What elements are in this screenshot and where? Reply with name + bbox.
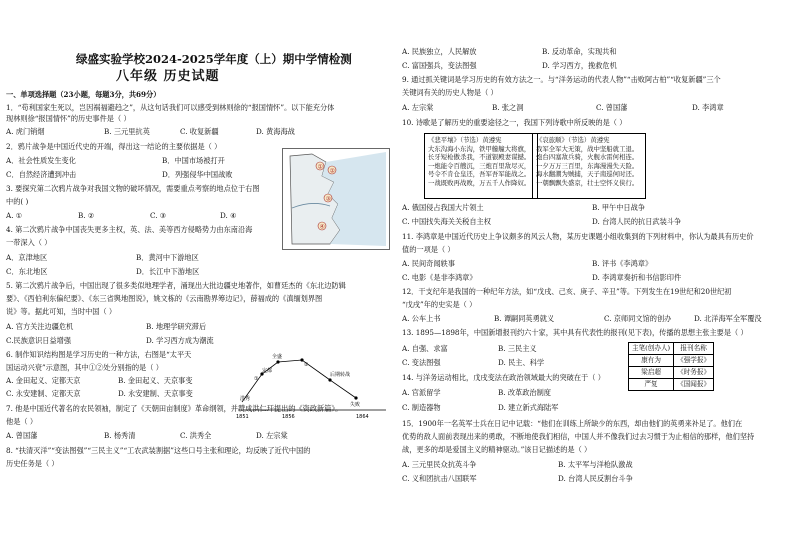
question-text-line: D. 北洋海军全军覆没 [694, 314, 762, 323]
table-cell: 严复 [629, 379, 674, 391]
question-text-line: D. 台湾人民反割台斗争 [558, 474, 633, 483]
question-text-line: C. 富国强兵，变法图强 [402, 61, 477, 70]
question-text-line: 11. 李鸿章是中国近代历史上争议颇多的风云人物，某历史课题小组收集到的下列材料中，你认为最具有历史价 [402, 232, 754, 241]
question-text-line: A. 虎门销烟 [6, 127, 45, 136]
poem-2-line: 炮台四塞敌兵骑，火舰水雷何相连。 [536, 153, 639, 162]
question-text-line: C. 变法图强 [402, 358, 441, 367]
question-text-line: “戊戌”年的史实是（ ） [402, 300, 477, 309]
poem-2-line: 我军全军大无策，战中坚船就工退。 [536, 145, 639, 153]
question-text-line: B. 改革政治制度 [498, 388, 551, 397]
question-text-line: C. 曾国藩 [596, 103, 628, 112]
year-1864: 1864 [356, 414, 369, 420]
question-text-line: 1．“苟利国家生死以，岂因祸福避趋之”，从这句话我们可以感受到林则徐的“报国情怀”。以下能充分体 [6, 103, 335, 112]
poem-1-heading: 《悲平壤》（节选）黄遵宪 [428, 136, 502, 144]
poem-2-heading: 《哀旅顺》（节选）黄遵宪 [536, 136, 610, 144]
question-text-line: 战，更多的却是爱国主义的精神驱动。”该日记描述的是（ ） [402, 445, 592, 454]
question-text-line: A．京津地区 [6, 253, 48, 262]
question-text-line: A. 民族独立，人民解放 [402, 47, 477, 56]
question-text-line: D. 左宗棠 [256, 431, 288, 440]
question-text-line: A. 官方关注边疆危机 [6, 322, 74, 331]
label-point-2: ② [304, 362, 309, 368]
taiping-chart [232, 352, 392, 420]
table-header: 主笔(创办人) [629, 343, 674, 355]
question-text-line: 15．1900年一名英军士兵在日记中记载：“他们在训练上所缺少的东西，却由他们的英勇来补足了。他们在 [402, 419, 743, 428]
table-cell: 《国闻报》 [674, 379, 714, 391]
question-text-line: B. 甲午中日战争 [592, 203, 645, 212]
question-text-line: D. 建立新式海陆军 [498, 403, 559, 412]
question-text-line: 4. 第二次鸦片战争中国丧失更多主权，英、法、美等西方侵略势力由东南沿海 [6, 225, 253, 234]
table-row [629, 379, 714, 391]
newspaper-table [628, 342, 714, 391]
table-row [629, 367, 714, 379]
table-cell: 梁启超 [629, 367, 674, 379]
question-text-line: 13. 1895—1898年，中国新增报刊约六十家，其中具有代表性的报刊(见下表)，传播的思想主张主要是（ ） [402, 328, 748, 337]
question-text-line: 要》、《西伯利东偏纪要》、《东三省舆地图说》，姚文栋的《云南勘界筹边记》，薛福成的《滇缅划界图 [6, 294, 323, 303]
question-text-line: A．社会性质发生变化 [6, 156, 76, 165]
question-text-line: B．中国市场被打开 [162, 156, 225, 165]
poem-1-line: 长牙短枪傲杀我，不道银殿妻谋撼。 [428, 153, 531, 162]
poem-2-line: 海水翻潮为贼捕，天子南巡何时还。 [536, 170, 639, 179]
poem-1-line: 一炮能令百艘沉，三炮百里敌尽灭， [428, 161, 531, 170]
map-marker-2: ② [329, 167, 335, 175]
year-1851: 1851 [236, 414, 249, 420]
label-point-1: ① [254, 376, 259, 382]
question-text-line: D．列强侵华中国战败 [162, 170, 233, 179]
year-1856: 1856 [282, 414, 295, 420]
question-text-line: 关键词有关的历史人物是（ ） [402, 88, 498, 97]
question-text-line: C. 义和团抗击八国联军 [402, 474, 477, 483]
question-text-line: A. 三元里民众抗英斗争 [402, 460, 477, 469]
question-text-line: B. 张之洞 [492, 103, 524, 112]
question-text-line: D. 李鸿章 [692, 103, 724, 112]
table-cell: 《时务报》 [674, 367, 714, 379]
label-mid: 定都 [262, 368, 273, 374]
question-text-line: 他是（ ） [6, 417, 38, 426]
question-text-line: 3. 要探究第二次鸦片战争对我国文物的破坏情况，需要重点考察的地点位于右图 [6, 184, 260, 193]
question-text-line: B. 杨秀清 [104, 431, 136, 440]
poem-1-line: 大东沟海小东沟，铁甲艨艟大将旗， [428, 145, 531, 153]
question-text-line: 说》等。据此可知，当时中国（ ） [6, 307, 117, 316]
question-text-line: C. 电影《是非李鸿章》 [402, 273, 477, 282]
question-text-line: 历史任务是（ ） [6, 459, 59, 468]
question-text-line: A. ① [6, 211, 23, 220]
question-text-line: 6. 制作知识结构图是学习历史的一种方法，右图是“太平天 [6, 350, 192, 359]
question-text-line: D. 民主、科学 [498, 358, 545, 367]
question-text-line: 7. 他是中国近代著名的农民领袖，制定了《天朝田亩制度》革命纲领，并赞成洪仁玕提出的《资政新篇》。 [6, 404, 343, 413]
label-fail: 失败 [350, 402, 361, 408]
section-heading: 一、单项选择题（23小题，每题3分，共69分） [6, 90, 161, 99]
label-start: 洪秀 [240, 396, 251, 402]
table-row [629, 355, 714, 367]
question-text-line: 5. 第二次鸦片战争后，中国出现了很多类似地理学者，涌现出大批边疆史地著作，如曹廷杰的《东北边防辑 [6, 281, 346, 290]
question-text-line: D. 黄海海战 [256, 127, 295, 136]
question-text-line: B. 三民主义 [498, 344, 537, 353]
question-text-line: D. 学习西方成为潮流 [146, 336, 214, 345]
question-text-line: C. 制造器物 [402, 403, 441, 412]
question-text-line: 10. 诗歌是了解历史的重要途径之一，我国下列诗歌中所反映的是（ ） [402, 118, 627, 127]
question-text-line: B. 评书《李鸿章》 [592, 259, 653, 268]
question-text-line: B. 地理学研究滞后 [146, 322, 207, 331]
coastal-map-figure [282, 148, 390, 250]
question-text-line: 国运动兴衰”示意图，其中①②处分别指的是（ ） [6, 363, 163, 372]
question-text-line: B．黄河中下游地区 [136, 253, 199, 262]
exam-subtitle: 八年级 历史试题 [116, 69, 220, 84]
question-text-line: C. 收复新疆 [180, 127, 219, 136]
question-text-line: 12．干支纪年是我国的一种纪年方法，如“戊戌、己亥、庚子、辛丑”等。下列发生在19世纪和20世纪初 [402, 287, 732, 296]
question-text-line: A. 公车上书 [402, 314, 441, 323]
question-text-line: 中的( ) [6, 197, 29, 206]
question-text-line: 8. “扶清灭洋”“变法图强”“三民主义”“工农武装割据”这些口号主张和理论，均反映了近代中国的 [6, 446, 311, 455]
question-text-line: C．东北地区 [6, 267, 48, 276]
question-text-line: B. 三元里抗英 [104, 127, 150, 136]
question-text-line: D. 台湾人民的抗日武装斗争 [592, 217, 682, 226]
map-marker-4: ④ [319, 223, 325, 231]
question-text-line: 现林则徐“报国情怀”的历史事件是（ ） [6, 114, 131, 123]
question-text-line: 值的一项是（ ） [402, 245, 455, 254]
poem-1-line: 号令不肯仓皇还，吾军吾军能战之。 [428, 170, 531, 179]
question-text-line: D. ④ [220, 211, 237, 220]
table-header-row [629, 343, 714, 355]
question-text-line: 优势的敌人面前表现出来的勇敢，不断地使我们相信，中国人并不像我们过去习惯于为止相信的那样，他们坚持 [402, 432, 755, 441]
question-text-line: A. 民间奇闻轶事 [402, 259, 455, 268]
label-late: 后期转战 [330, 372, 351, 378]
trend-line [242, 360, 356, 402]
school-title: 绿盛实验学校2024-2025学年度（上）期中学情检测 [76, 52, 352, 66]
question-text-line: C. 京师同文馆的创办 [604, 314, 672, 323]
question-text-line: A. 俄国侵占我国大片领土 [402, 203, 484, 212]
question-text-line: C. 中国找失海关关税自主权 [402, 217, 491, 226]
poem-2-line: 一朝飘飘失盛京，壮士空怀义侠行。 [536, 178, 639, 187]
poem-box-1 [424, 133, 538, 199]
question-text-line: 14. 与洋务运动相比，戊戌变法在政治领域最大的突破在于（ ） [402, 373, 605, 382]
question-text-line: D. 学习西方，挽救危机 [542, 61, 617, 70]
question-text-line: B. 金田起义、天京事变 [118, 376, 193, 385]
question-text-line: 2．鸦片战争是中国近代史的开端，得出这一结论的主要依据是（ ） [6, 142, 222, 151]
question-text-line: B. ② [78, 211, 95, 220]
question-text-line: B. 太平军与洋枪队激战 [558, 460, 633, 469]
question-text-line: C. 洪秀全 [180, 431, 212, 440]
question-text-line: A. 曾国藩 [6, 431, 38, 440]
poem-box-2 [532, 133, 646, 199]
question-text-line: C. ③ [150, 211, 167, 220]
question-text-line: A. 左宗棠 [402, 103, 434, 112]
poem-1-line: 一战既败再战败，万五千人作降奴。 [428, 178, 531, 187]
table-cell: 《强学报》 [674, 355, 714, 367]
question-text-line: A. 官派留学 [402, 388, 441, 397]
question-text-line: C. 永安建制、定都天京 [6, 389, 81, 398]
map-marker-3: ③ [325, 195, 331, 203]
question-text-line: A. 金田起义、定都天京 [6, 376, 81, 385]
question-text-line: C．自然经济遭到冲击 [6, 170, 77, 179]
table-cell: 康有为 [629, 355, 674, 367]
label-peak: 全盛 [272, 354, 283, 360]
question-text-line: B. 反动革命，实现共和 [542, 47, 617, 56]
question-text-line: D. 李鸿章奏折和书信影印件 [592, 273, 682, 282]
question-text-line: A. 自强、求富 [402, 344, 448, 353]
map-marker-1: ① [317, 163, 323, 171]
question-text-line: D. 永安建制、天京事变 [118, 389, 193, 398]
question-text-line: B. 谭嗣同英勇就义 [494, 314, 555, 323]
table-header: 报刊名称 [674, 343, 714, 355]
question-text-line: D．长江中下游地区 [136, 267, 200, 276]
poem-2-line: 一夕万万三百里，东海漫漫失天险。 [536, 161, 639, 170]
question-text-line: 9. 通过抓关键词是学习历史的有效方法之一。与“洋务运动的代表人物”“击败阿古柏”“收复新疆”三个 [402, 75, 721, 84]
question-text-line: C.民族意识日益增强 [6, 336, 72, 345]
question-text-line: 一带深入（ ） [6, 238, 52, 247]
